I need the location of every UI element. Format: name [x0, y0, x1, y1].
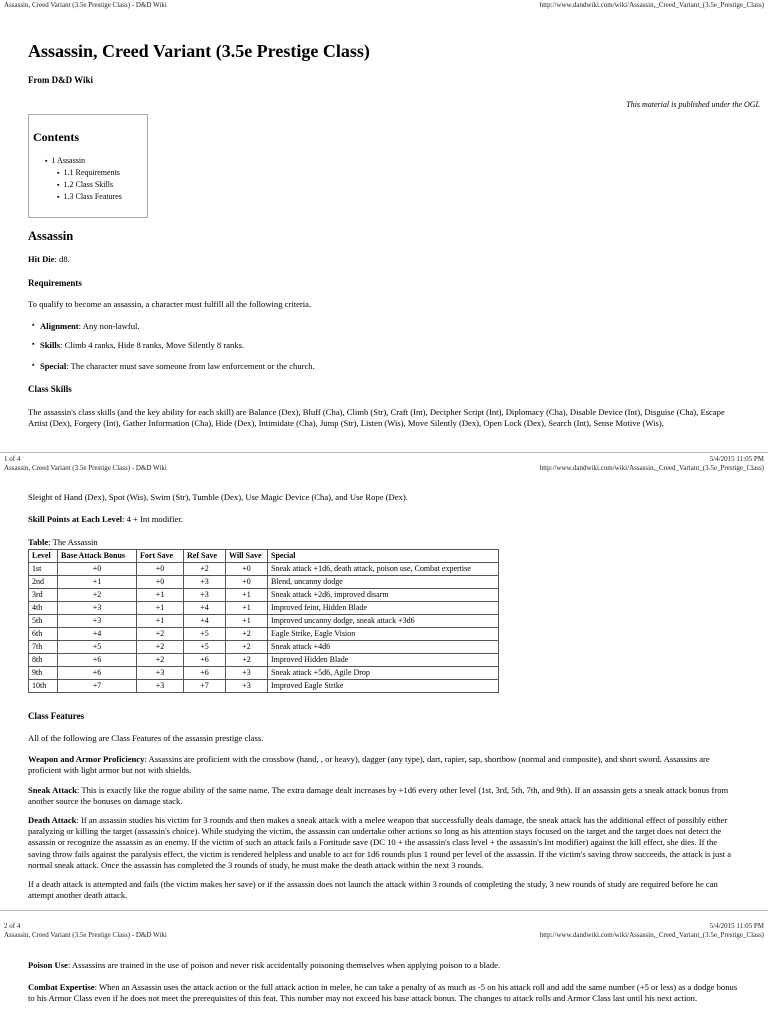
table-cell: 8th: [29, 654, 58, 667]
table-cell: +2: [226, 654, 268, 667]
page-footer-date: 5/4/2015 11:05 PM: [709, 922, 764, 930]
table-row: [29, 641, 499, 654]
table-cell: +3: [137, 680, 184, 693]
table-cell: Improved Eagle Strike: [268, 680, 499, 693]
table-cell: Eagle Strike, Eagle Vision: [268, 628, 499, 641]
page-footer-number: 1 of 4: [4, 455, 21, 463]
page-header-title: Assassin, Creed Variant (3.5e Prestige Class) - D&D Wiki: [4, 931, 167, 939]
table-cell: +2: [137, 654, 184, 667]
from-wiki: From D&D Wiki: [28, 75, 94, 85]
table-header: Will Save: [226, 550, 268, 563]
section-heading: Assassin: [28, 229, 74, 243]
feature-combat-expertise: Combat Expertise: When an Assassin uses the attack action or the full attack action in melee, he can take a penalty of as much as -5 on his attack roll and add the same number (+5 or less) as a dodge bonus to his Armor Class even if he does not meet the prerequisites of this feat. This number may not exceed his base attack bonus. The changes to attack rolls and Armor Class last until his next action.: [28, 982, 738, 1004]
table-header: Ref Save: [184, 550, 226, 563]
table-row: [29, 654, 499, 667]
toc-item[interactable]: ▪ 1.1 Requirements: [57, 168, 120, 178]
feature-poison-use: Poison Use: Assassins are trained in the use of poison and never risk accidentally poisoning themselves when applying poison to a blade.: [28, 960, 501, 970]
requirement-item: ▪ Skills: Climb 4 ranks, Hide 8 ranks, Move Silently 8 ranks.: [40, 340, 730, 351]
feature-death-attack-retry: If a death attack is attempted and fails (the victim makes her save) or if the assassin does not launch the attack within 3 rounds of completing the study, 3 new rounds of study are required before he can attempt another death attack.: [28, 879, 718, 901]
table-cell: +7: [58, 680, 137, 693]
toc-item[interactable]: ▪ 1.3 Class Features: [57, 192, 122, 202]
table-row: [29, 680, 499, 693]
table-row: [29, 602, 499, 615]
table-cell: +1: [58, 576, 137, 589]
page-header-url[interactable]: http://www.dandwiki.com/wiki/Assassin,_Creed_Variant_(3.5e_Prestige_Class): [539, 931, 764, 939]
feature-death-attack: Death Attack: If an assassin studies his victim for 3 rounds and then makes a sneak attack with a melee weapon that successfully deals damage, the sneak attack has the additional effect of possibly either paralyzing or killing the target (assassin's choice). While studying the victim, the assassin can undertake other actions so long as his attention stays focused on the target and the target does not detect the assassin or recognize the assassin as an enemy. If the victim of such an attack fails a Fortitude save (DC 10 + the assassin's class level + the assassin's Int modifier) against the kill effect, she dies. If the saving throw fails against the paralysis effect, the victim is rendered helpless and unable to act for 1d6 rounds plus 1 round per level of the assassin. If the victim's saving throw succeeds, the attack is just a normal sneak attack. Once the assassin has completed the 3 rounds of study, he must make the death attack within the next 3 rounds.: [28, 815, 732, 870]
table-row: [29, 576, 499, 589]
toc-title: Contents: [33, 130, 80, 144]
table-cell: Blend, uncanny dodge: [268, 576, 499, 589]
table-cell: 2nd: [29, 576, 58, 589]
table-cell: +0: [137, 563, 184, 576]
class-features-heading: Class Features: [28, 711, 85, 721]
table-cell: +4: [184, 602, 226, 615]
table-cell: 10th: [29, 680, 58, 693]
page-header-url[interactable]: http://www.dandwiki.com/wiki/Assassin,_Creed_Variant_(3.5e_Prestige_Class): [539, 1, 764, 9]
table-cell: 3rd: [29, 589, 58, 602]
class-features-intro: All of the following are Class Features of the assassin prestige class.: [28, 733, 264, 743]
table-cell: +1: [226, 615, 268, 628]
class-skills-text: The assassin's class skills (and the key ability for each skill) are Balance (Dex), Bluff (Cha), Climb (Str), Craft (Int), Decipher Script (Int), Diplomacy (Cha), Disable Device (Int), Disguise (Cha), Escape Artist (Dex), Forgery (Int), Gather Information (Cha), Hide (Dex), Intimidate (Cha), Jump (Str), Listen (Wis), Move Silently (Dex), Open Lock (Dex), Search (Int), Sense Motive (Wis),: [28, 407, 725, 429]
table-cell: Improved feint, Hidden Blade: [268, 602, 499, 615]
requirement-item: ▪ Alignment: Any non-lawful.: [40, 321, 730, 332]
class-skills-heading: Class Skills: [28, 384, 72, 394]
table-cell: +6: [184, 654, 226, 667]
table-cell: +5: [58, 641, 137, 654]
table-cell: +1: [226, 589, 268, 602]
table-cell: +3: [58, 615, 137, 628]
table-cell: +2: [137, 628, 184, 641]
table-caption: Table: The Assassin: [28, 537, 98, 547]
table-row: [29, 667, 499, 680]
table-cell: 6th: [29, 628, 58, 641]
table-cell: +2: [137, 641, 184, 654]
assassin-progression-table: [28, 549, 499, 693]
feature-sneak-attack: Sneak Attack: This is exactly like the rogue ability of the same name. The extra damage dealt increases by +1d6 every other level (1st, 3rd, 5th, 7th, and 9th). If an assassin gets a sneak attack bonus from another source the bonuses on damage stack.: [28, 785, 729, 807]
requirement-item: ▪ Special: The character must save someone from law enforcement or the church.: [40, 361, 730, 372]
table-cell: +1: [226, 602, 268, 615]
table-cell: +3: [184, 576, 226, 589]
page-header-url[interactable]: http://www.dandwiki.com/wiki/Assassin,_Creed_Variant_(3.5e_Prestige_Class): [539, 464, 764, 472]
table-cell: +0: [226, 576, 268, 589]
page-footer-date: 5/4/2015 11:05 PM: [709, 455, 764, 463]
table-cell: +0: [137, 576, 184, 589]
table-cell: 5th: [29, 615, 58, 628]
table-row: [29, 628, 499, 641]
table-cell: +5: [184, 628, 226, 641]
toc-item[interactable]: ▪ 1.2 Class Skills: [57, 180, 113, 190]
table-cell: +6: [184, 667, 226, 680]
table-cell: +3: [184, 589, 226, 602]
table-cell: 1st: [29, 563, 58, 576]
table-cell: Sneak attack +2d6, improved disarm: [268, 589, 499, 602]
table-header: Fort Save: [137, 550, 184, 563]
table-header: Level: [29, 550, 58, 563]
table-cell: Improved Hidden Blade: [268, 654, 499, 667]
table-cell: Sneak attack +5d6, Agile Drop: [268, 667, 499, 680]
toc-item[interactable]: ▪ 1 Assassin: [45, 156, 85, 166]
table-row: [29, 589, 499, 602]
table-cell: 7th: [29, 641, 58, 654]
table-cell: +6: [58, 667, 137, 680]
table-cell: Sneak attack +4d6: [268, 641, 499, 654]
table-cell: +2: [226, 628, 268, 641]
ogl-notice[interactable]: This material is published under the OGL: [626, 100, 760, 109]
table-cell: +4: [58, 628, 137, 641]
table-cell: 9th: [29, 667, 58, 680]
table-cell: +6: [58, 654, 137, 667]
table-cell: +5: [184, 641, 226, 654]
table-cell: +3: [137, 667, 184, 680]
hit-die: Hit Die: d8.: [28, 254, 70, 264]
table-cell: +1: [137, 589, 184, 602]
table-header: Base Attack Bonus: [58, 550, 137, 563]
table-cell: +1: [137, 615, 184, 628]
table-of-contents: [28, 114, 148, 218]
page-divider: [0, 910, 768, 911]
page-header-title: Assassin, Creed Variant (3.5e Prestige Class) - D&D Wiki: [4, 1, 167, 9]
table-row: [29, 563, 499, 576]
page-header-title: Assassin, Creed Variant (3.5e Prestige Class) - D&D Wiki: [4, 464, 167, 472]
table-cell: +0: [226, 563, 268, 576]
table-cell: Improved uncanny dodge, sneak attack +3d6: [268, 615, 499, 628]
class-skills-text-continued: Sleight of Hand (Dex), Spot (Wis), Swim (Str), Tumble (Dex), Use Magic Device (Cha), and Use Rope (Dex).: [28, 492, 408, 502]
table-cell: +2: [58, 589, 137, 602]
requirements-heading: Requirements: [28, 278, 82, 288]
table-cell: +0: [58, 563, 137, 576]
table-cell: +7: [184, 680, 226, 693]
page-footer-number: 2 of 4: [4, 922, 21, 930]
table-cell: +3: [226, 680, 268, 693]
page-divider: [0, 452, 768, 453]
table-row: [29, 615, 499, 628]
table-cell: Sneak attack +1d6, death attack, poison use, Combat expertise: [268, 563, 499, 576]
table-cell: 4th: [29, 602, 58, 615]
table-cell: +1: [137, 602, 184, 615]
page-title: Assassin, Creed Variant (3.5e Prestige Class): [28, 41, 370, 61]
table-cell: +3: [226, 667, 268, 680]
table-header: Special: [268, 550, 499, 563]
table-cell: +2: [226, 641, 268, 654]
table-cell: +3: [58, 602, 137, 615]
table-cell: +4: [184, 615, 226, 628]
skill-points: Skill Points at Each Level: 4 + Int modifier.: [28, 514, 183, 524]
table-cell: +2: [184, 563, 226, 576]
requirements-intro: To qualify to become an assassin, a character must fulfill all the following criteria.: [28, 299, 312, 309]
feature-weapon-proficiency: Weapon and Armor Proficiency: Assassins are proficient with the crossbow (hand, , or heavy), dagger (any type), dart, rapier, sap, shortbow (normal and composite), and short sword. Assassins are proficient with light armor but not with shields.: [28, 754, 710, 776]
